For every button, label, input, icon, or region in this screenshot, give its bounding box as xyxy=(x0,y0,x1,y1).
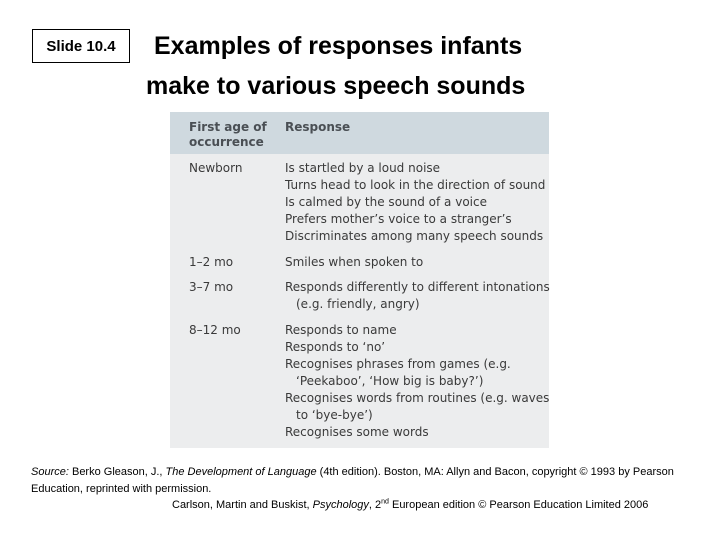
row-response-newborn xyxy=(285,160,545,245)
credit-book-title: Psychology xyxy=(312,499,369,511)
header-response: Response xyxy=(285,120,351,134)
source-text-b: (4th edition). Boston, MA: Allyn and Bacon, copyright © 1993 by Pearson Education, reprinted with permission. xyxy=(31,466,674,495)
credit-edition-suffix: nd xyxy=(381,498,389,506)
slide-number-badge: Slide 10.4 xyxy=(32,29,130,63)
response-line: Is calmed by the sound of a voice xyxy=(285,195,487,209)
source-citation xyxy=(31,464,691,498)
row-age-8-12mo: 8–12 mo xyxy=(189,323,241,337)
slide-title xyxy=(146,26,586,106)
response-line: Responds to name xyxy=(285,323,397,337)
source-prefix: Source: xyxy=(31,466,69,478)
credit-text-b: , 2 xyxy=(368,499,382,511)
response-line: Prefers mother’s voice to a stranger’s xyxy=(285,212,512,226)
slide-title-line-1: Examples of responses infants xyxy=(154,32,523,60)
response-line: Turns head to look in the direction of sound xyxy=(285,178,546,192)
source-text-a: Berko Gleason, J., xyxy=(68,466,166,478)
row-age-3-7mo: 3–7 mo xyxy=(189,280,234,294)
credit-text-a: Carlson, Martin and Buskist, xyxy=(172,499,313,511)
response-line: Recognises words from routines (e.g. waves xyxy=(285,391,550,405)
table-header xyxy=(170,112,549,154)
response-line: to ‘bye-bye’) xyxy=(296,408,373,422)
slide-title-line-2: make to various speech sounds xyxy=(146,72,526,100)
response-line: Responds differently to different intonations xyxy=(285,280,550,294)
response-line: Responds to ‘no’ xyxy=(285,340,386,354)
credit-text-c: European edition © Pearson Education Limited 2006 xyxy=(388,499,649,511)
row-age-1-2mo: 1–2 mo xyxy=(189,255,234,269)
response-line: Discriminates among many speech sounds xyxy=(285,229,544,243)
response-line: Recognises some words xyxy=(285,425,429,439)
row-response-3-7mo xyxy=(285,279,550,313)
responses-table xyxy=(170,112,549,448)
response-line: Is startled by a loud noise xyxy=(285,161,441,175)
textbook-credit xyxy=(172,497,692,514)
source-book-title: The Development of Language xyxy=(165,466,317,478)
header-first-age: First age of occurrence xyxy=(189,120,267,149)
row-response-1-2mo xyxy=(285,254,423,271)
row-response-8-12mo xyxy=(285,322,549,441)
row-age-newborn: Newborn xyxy=(189,161,243,175)
response-line: (e.g. friendly, angry) xyxy=(296,297,420,311)
response-line: ‘Peekaboo’, ‘How big is baby?’) xyxy=(296,374,484,388)
response-line: Recognises phrases from games (e.g. xyxy=(285,357,511,371)
response-line: Smiles when spoken to xyxy=(285,255,424,269)
